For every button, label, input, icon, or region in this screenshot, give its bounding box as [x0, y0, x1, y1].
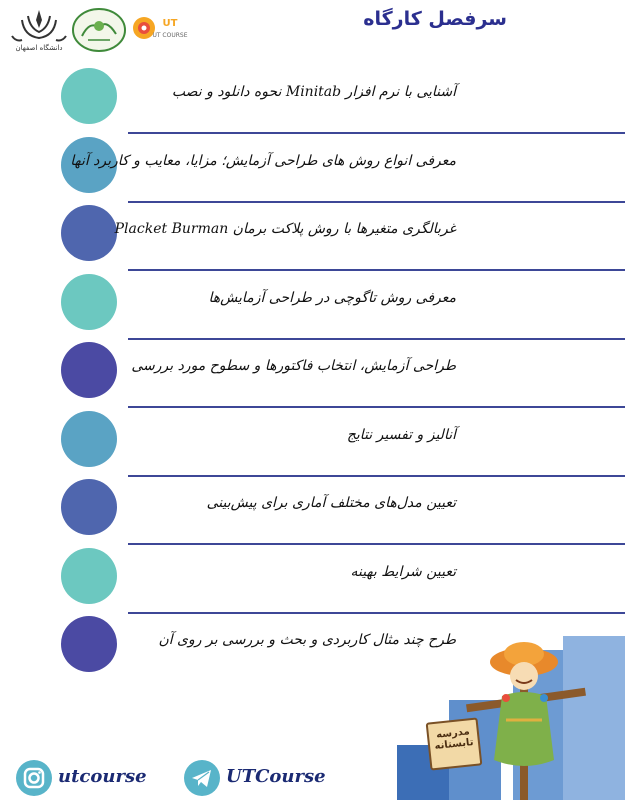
item-label: معرفی روش تاگوچی در طراحی آزمایش‌ها [208, 289, 456, 306]
instagram-icon[interactable] [16, 760, 52, 796]
summer-school-sign [426, 717, 483, 770]
item-divider [128, 132, 625, 134]
item-label: آنالیز و تفسیر نتایج [346, 426, 456, 443]
item-divider [128, 201, 625, 203]
item-label: طرح چند مثال کاربردی و بحث و بررسی بر روی آن [158, 632, 456, 648]
item-label: تعیین مدل‌های مختلف آماری برای پیش‌بینی [206, 495, 456, 511]
header [0, 0, 625, 56]
item-bullet-circle [61, 68, 117, 124]
item-divider [128, 475, 625, 477]
item-divider [128, 543, 625, 545]
university-logo-caption: دانشگاه اصفهان [15, 44, 63, 52]
telegram-icon[interactable] [184, 760, 220, 796]
nature-emblem-icon [70, 6, 128, 54]
sign-line-2: تابستانه [434, 736, 475, 753]
item-label: آشنایی با نرم افزار Minitab نحوه دانلود و نصب [171, 84, 456, 100]
item-label: غربالگری متغیرها با روش پلاکت برمان Placket Burman [114, 221, 456, 237]
item-bullet-circle [61, 548, 117, 604]
item-label: طراحی آزمایش، انتخاب فاکتورها و سطوح مورد بررسی [131, 358, 456, 374]
svg-text:UT: UT [162, 18, 178, 29]
utcourse-logo-caption: UT COURSE [152, 32, 188, 39]
item-label: معرفی انواع روش های طراحی آزمایش؛ مزایا، معایب و کاربرد آنها [70, 152, 456, 169]
item-bullet-circle [61, 411, 117, 467]
utcourse-logo-icon [130, 6, 188, 54]
item-divider [128, 406, 625, 408]
instagram-handle[interactable]: utcourse [58, 766, 147, 787]
item-bullet-circle [61, 205, 117, 261]
item-bullet-circle [61, 342, 117, 398]
item-divider [128, 269, 625, 271]
item-bullet-circle [61, 479, 117, 535]
item-divider [128, 338, 625, 340]
university-logo-icon [8, 6, 70, 54]
item-bullet-circle [61, 616, 117, 672]
telegram-handle[interactable]: UTCourse [226, 766, 326, 787]
item-bullet-circle [61, 274, 117, 330]
sign-line-1: مدرسه [435, 726, 471, 741]
page-title: سرفصل کارگاه [363, 8, 507, 30]
item-divider [128, 612, 625, 614]
item-label: تعیین شرایط بهینه [350, 563, 456, 580]
